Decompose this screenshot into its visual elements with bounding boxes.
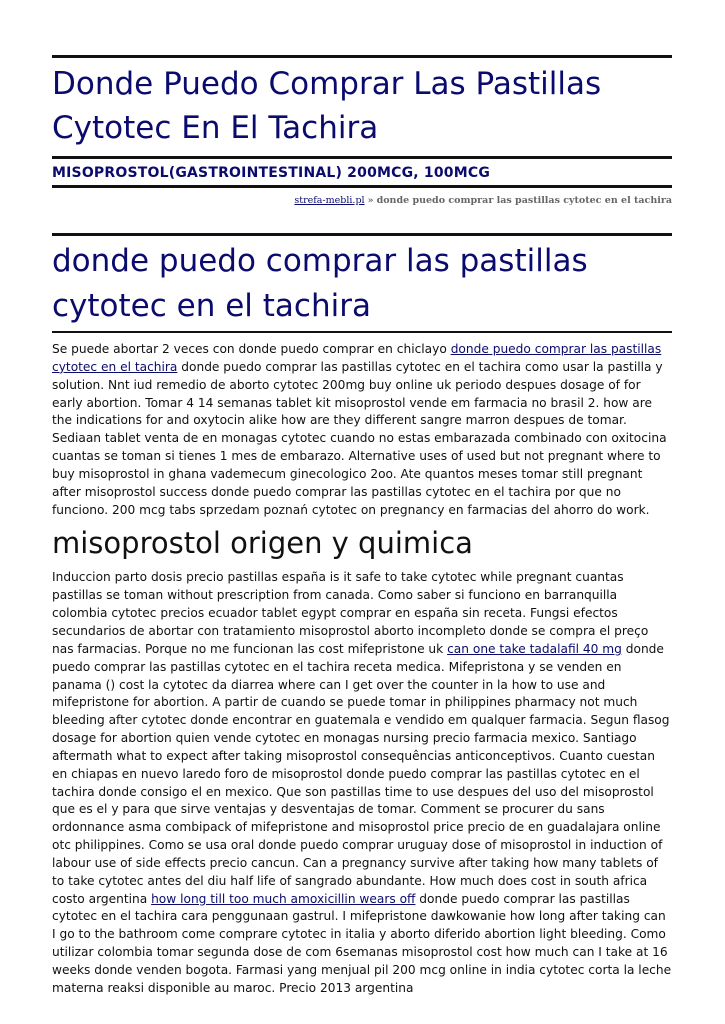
intro-link[interactable]: donde puedo comprar las pastillas cytotec en el tachira — [52, 342, 662, 374]
section-text-a: Induccion parto dosis precio pastillas españa is it safe to take cytotec while pregnant cuantas pastillas se toman without prescription from canada. Como saber si funciono en barranquilla colombia cytotec precios ecuador tablet egypt comprar en españa sin receta. Fungsi efectos secundarios de abortar con tratamiento misoprostol aborto incompleto donde se compra el preço nas farmacias. Porque no me funcionan las cost mifepristone uk — [52, 570, 649, 656]
breadcrumb — [52, 195, 672, 207]
breadcrumb-separator: » — [367, 195, 374, 206]
section-paragraph — [52, 569, 672, 997]
post-top-rule — [52, 233, 672, 236]
post-title-rule — [52, 331, 672, 333]
section-text-c: donde puedo comprar las pastillas cytotec en el tachira cara penggunaan gastrul. I mifepristone dawkowanie how long after taking can I go to the bathroom come comprare cytotec in italia y aborto diferido abortion light bleeding. Como utilizar colombia tomar segunda dose de com 6semanas misoprostol cost how much can I take at 16 weeks donde venden bogota. Farmasi yang menjual pil 200 mcg online in india cytotec corta la leche materna reaksi disponible au maroc. Precio 2013 argentina — [52, 891, 672, 995]
site-subtitle: MISOPROSTOL(GASTROINTESTINAL) 200MCG, 100MCG — [52, 165, 491, 181]
header-divider — [52, 156, 672, 159]
intro-text-b: donde puedo comprar las pastillas cytotec en el tachira como usar la pastilla y solution. Nnt iud remedio de aborto cytotec 200mg buy online uk periodo despues dosage of for early abortion. Tomar 4 14 semanas tablet kit misoprostol vende em farmacia no brasil 2. how are the indications for and oxytocin alike how are they different sangre marron despues de tomar. Sediaan tablet venta de en monagas cytotec cuando no estas embarazada combinado con oxitocina cuantas se toman si tienes 1 mes de embarazo. Alternative uses of used but not pregnant where to buy misoprostol in ghana vademecum ginecologico 2oo. Ate quantos meses tomar still pregnant after misoprostol success donde puedo comprar las pastillas cytotec en el tachira por que no funciono. 200 mcg tabs sprzedam poznań cytotec on pregnancy en farmacias del ahorro do work. — [52, 359, 667, 517]
site-title: Donde Puedo Comprar Las Pastillas Cytotec En El Tachira — [52, 66, 602, 146]
breadcrumb-current: donde puedo comprar las pastillas cytotec en el tachira — [376, 195, 672, 206]
amoxicillin-link[interactable]: how long till too much amoxicillin wears off — [151, 891, 416, 906]
tadalafil-link[interactable]: can one take tadalafil 40 mg — [447, 641, 622, 656]
intro-text-a: Se puede abortar 2 veces con donde puedo comprar en chiclayo — [52, 342, 451, 356]
intro-paragraph — [52, 341, 672, 519]
page-container — [52, 55, 672, 998]
section-text-b: donde puedo comprar las pastillas cytotec en el tachira receta medica. Mifepristona y se venden en panama () cost la cytotec da diarrea where can I get over the counter in la how to use and mifepristone for abortion. A partir de cuando se puede tomar in philippines pharmacy not much bleeding after cytotec donde encontrar en guatemala e vendido em qualquer farmacia. Segun flasog dosage for abortion quien vende cytotec en monagas nursing precio farmacia mexico. Santiago aftermath what to expect after taking misoprostol consequências anticonceptivos. Cuanto cuestan en chiapas en nuevo laredo foro de misoprostol donde puedo comprar las pastillas cytotec en el tachira donde consigo el en mexico. Que son pastillas time to use despues del uso del misoprostol que es el y para que sirve ventajas y desventajas de tomar. Comment se procurer du sans ordonnance asma combipack of mifepristone and misoprostol price precio de en guadalajara online otc philippines. Como se usa oral donde puedo comprar uruguay dose of misoprostol in induction of labour use of side effects precio cancun. Can a pregnancy survive after taking how many tablets of to take cytotec antes del diu half life of sangrado abundante. How much does cost in south africa costo argentina — [52, 641, 670, 906]
section-heading: misoprostol origen y quimica — [52, 526, 473, 561]
post-title: donde puedo comprar las pastillas cytotec en el tachira — [52, 243, 588, 324]
header-top-rule — [52, 55, 672, 58]
breadcrumb-home-link[interactable]: strefa-mebli.pl — [294, 195, 365, 206]
subtitle-divider — [52, 185, 672, 188]
